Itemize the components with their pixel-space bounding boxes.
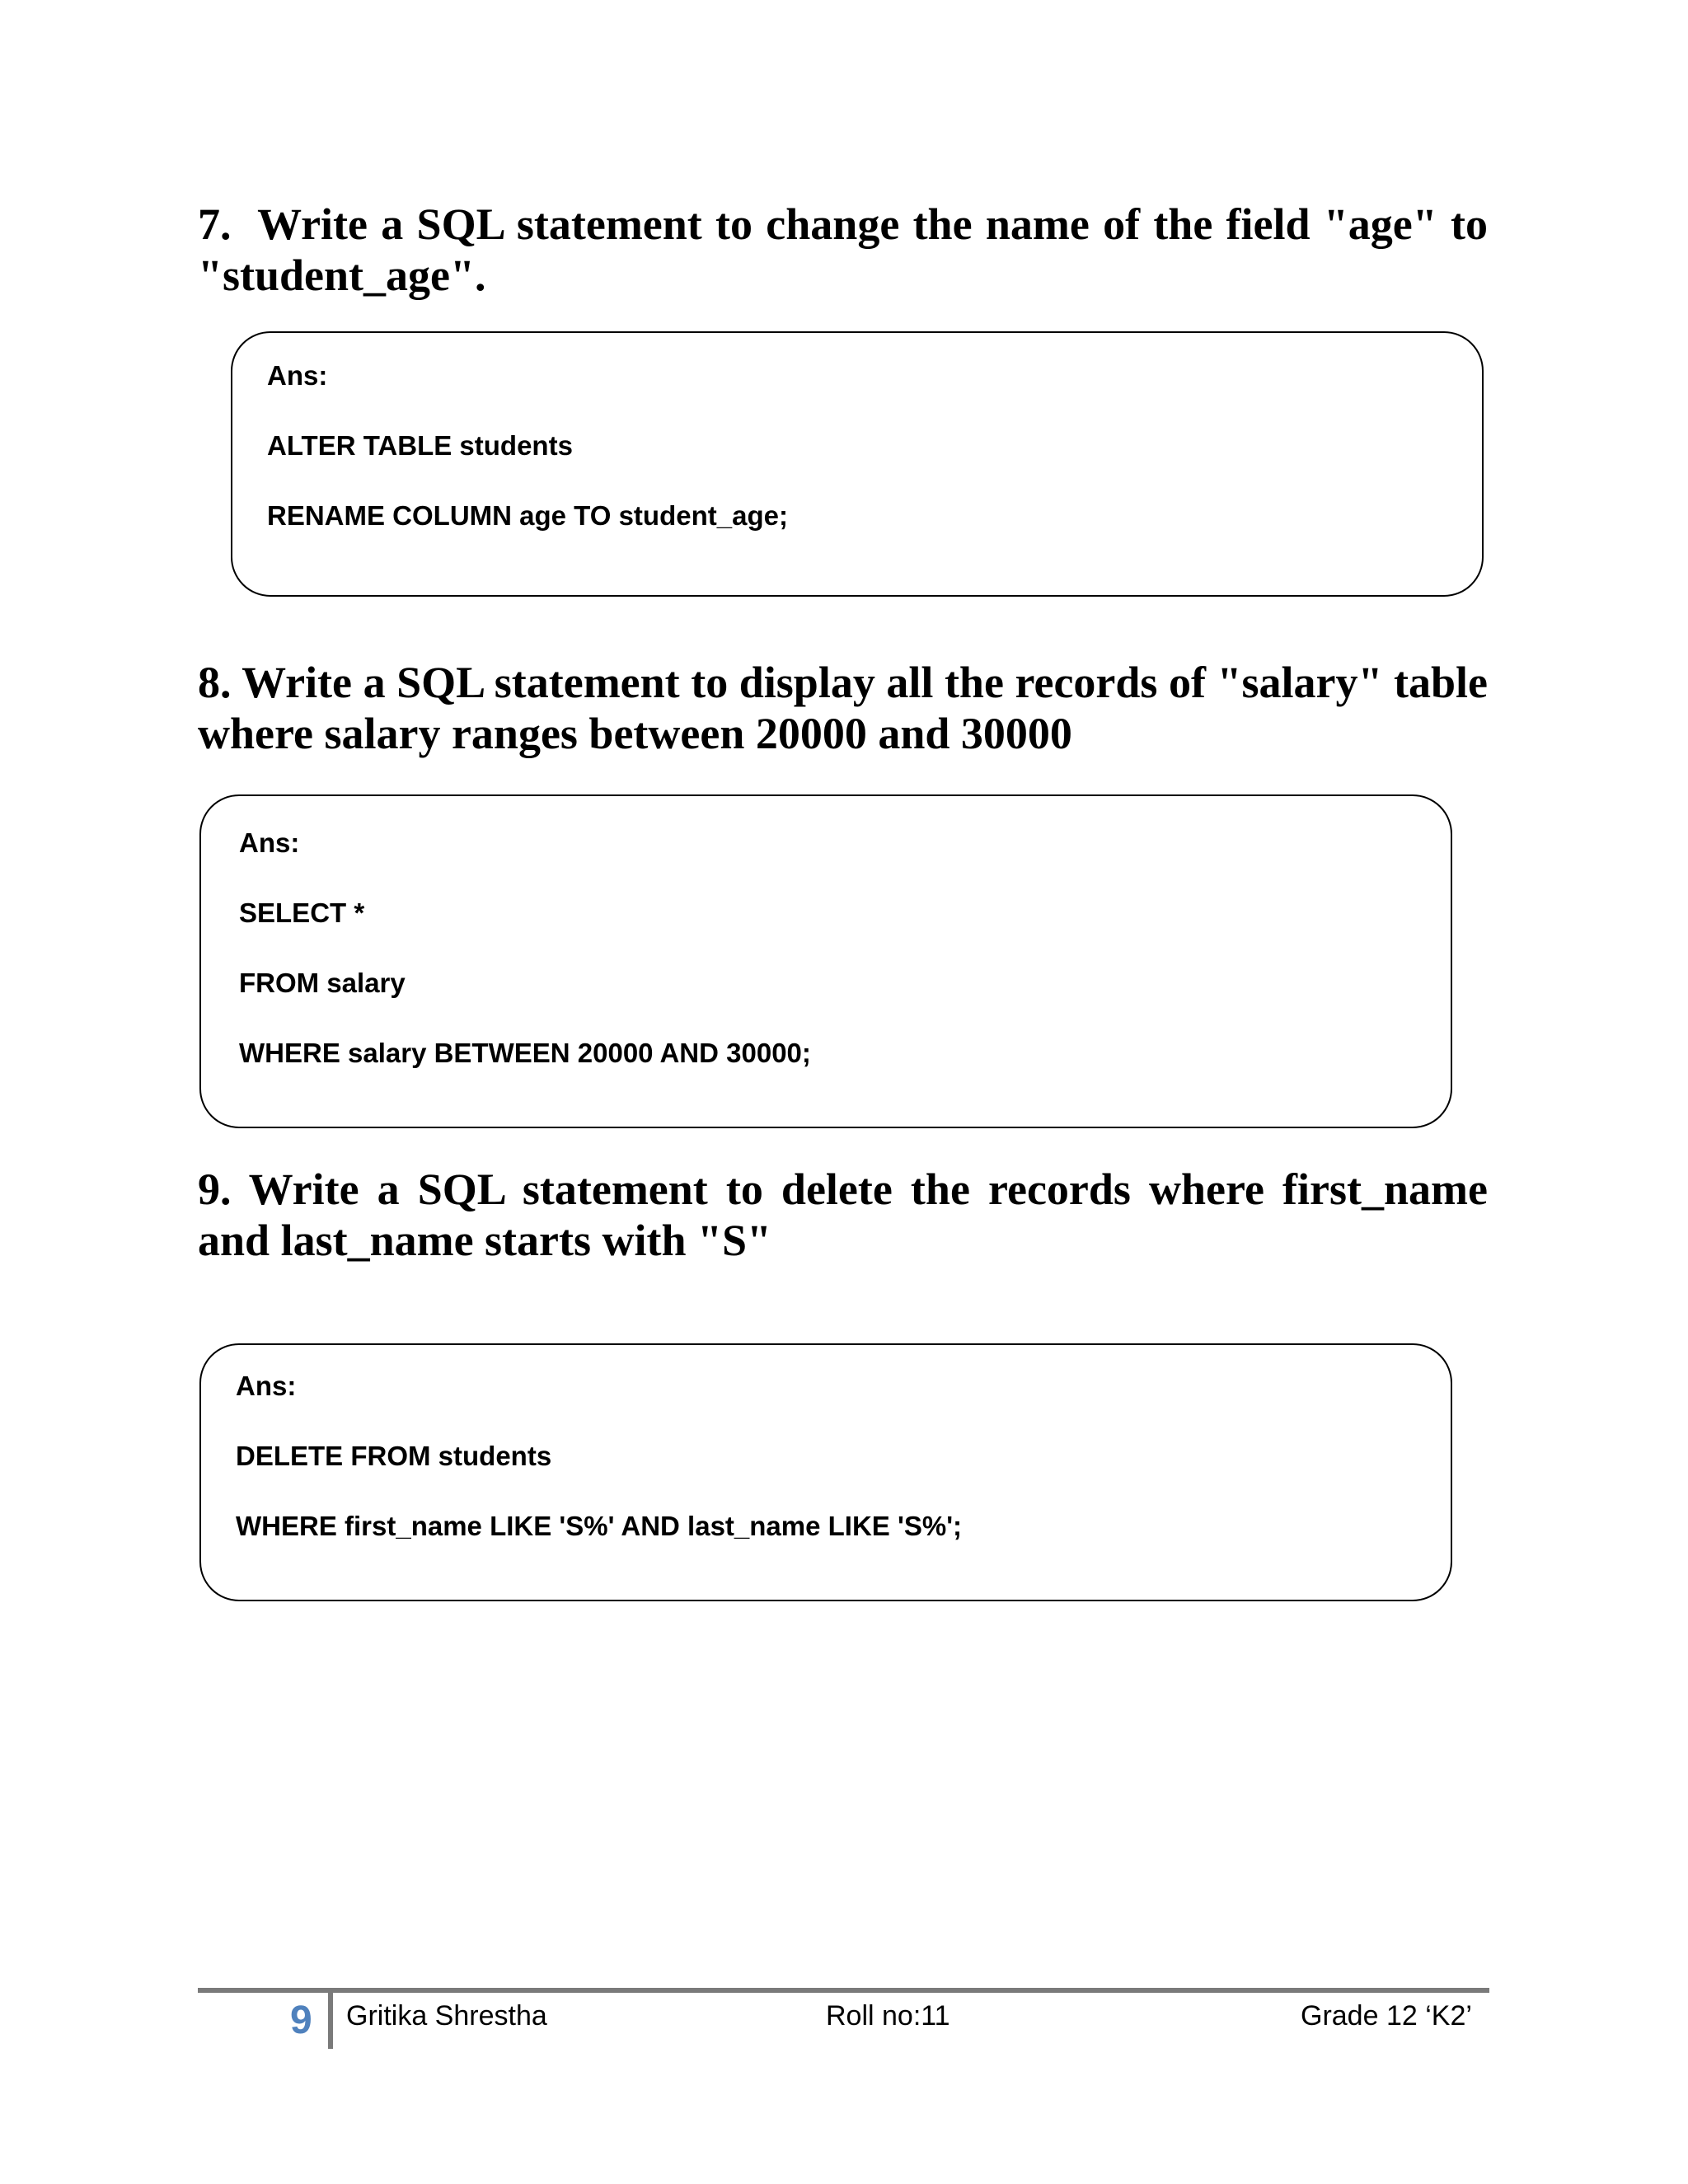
answer-line: ALTER TABLE students	[267, 430, 573, 461]
answer-box-7	[231, 331, 1484, 597]
question-8	[198, 657, 1488, 759]
question-number: 7.	[198, 199, 232, 249]
answer-label: Ans:	[267, 360, 328, 391]
answer-box-8	[199, 794, 1452, 1128]
footer-grade: Grade 12 ‘K2’	[1301, 2000, 1472, 2032]
answer-line: FROM salary	[239, 968, 406, 998]
question-text: Write a SQL statement to delete the records where first_name and last_name starts with "S"	[198, 1165, 1488, 1265]
page-number: 9	[290, 1999, 312, 2042]
answer-line: SELECT *	[239, 898, 365, 928]
question-9	[198, 1164, 1488, 1266]
question-number: 8.	[198, 658, 232, 707]
question-text: Write a SQL statement to display all the records of "salary" table where salary ranges between 20000 and 30000	[198, 658, 1488, 758]
question-number: 9.	[198, 1165, 232, 1214]
answer-label: Ans:	[236, 1371, 297, 1401]
answer-label: Ans:	[239, 827, 300, 858]
answer-line: WHERE salary BETWEEN 20000 AND 30000;	[239, 1038, 811, 1068]
footer-divider	[328, 1993, 333, 2049]
question-text: Write a SQL statement to change the name of the field "age" to "student_age".	[198, 199, 1488, 300]
footer-rule	[198, 1988, 1489, 1993]
answer-box-9	[199, 1343, 1452, 1601]
answer-line: RENAME COLUMN age TO student_age;	[267, 500, 788, 531]
answer-line: DELETE FROM students	[236, 1441, 552, 1471]
answer-line: WHERE first_name LIKE 'S%' AND last_name LIKE 'S%';	[236, 1511, 963, 1541]
footer-roll: Roll no:11	[826, 2000, 950, 2032]
footer-author: Gritika Shrestha	[346, 2000, 547, 2032]
question-7	[198, 199, 1488, 301]
